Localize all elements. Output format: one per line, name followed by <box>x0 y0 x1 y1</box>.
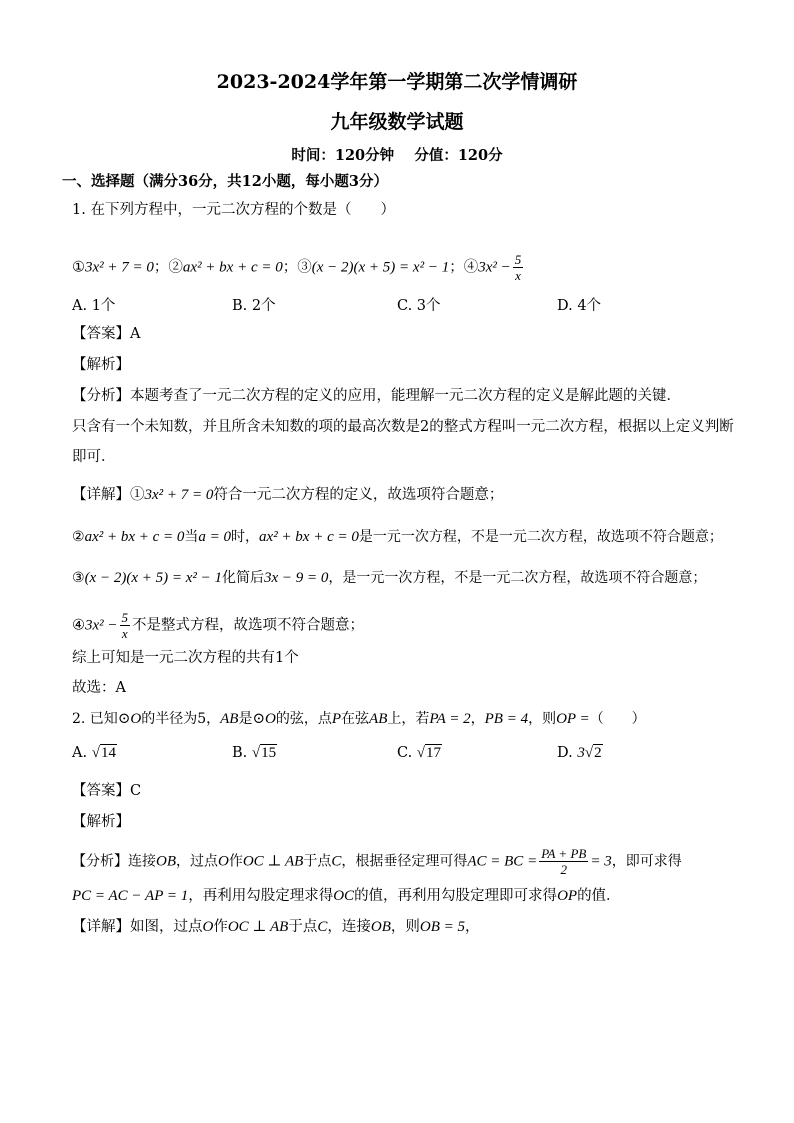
q1-d4-frac <box>120 610 131 641</box>
q1-fenxi-text: 本题考查了一元二次方程的定义的应用，能理解一元二次方程的定义是解此题的关键． <box>130 388 681 404</box>
q2-ab2: AB <box>369 711 388 727</box>
q2-f1-cpt: C <box>331 853 342 870</box>
q1-e3: (x − 2)(x + 5) = x² − 1 <box>311 259 450 276</box>
q2-detail <box>72 917 479 937</box>
q1-e4-num: 5 <box>514 252 522 267</box>
q1-e2-mark: ；② <box>153 259 183 276</box>
q1-fenxi-label: 【分析】 <box>72 388 130 404</box>
q1-d1-expr: 3x² + 7 = 0 <box>144 487 214 503</box>
q2-f2-eq: PC = AC − AP = 1 <box>72 888 189 904</box>
q2-option-c-rad: 17 <box>426 745 442 761</box>
q1-d3-expr: (x − 2)(x + 5) = x² − 1 <box>84 570 223 586</box>
q2-option-a-rad: 14 <box>100 745 116 761</box>
q2-f2-b: 的值，再利用勾股定理即可求得 <box>354 888 558 904</box>
q1-answer-value: A <box>130 326 141 342</box>
q1-d2-mid2: 时， <box>231 529 260 545</box>
q2-stem-a: 2. 已知 <box>72 711 118 727</box>
q2-option-b-sqrt: √15 <box>251 745 277 761</box>
q1-answer-label: 【答案】 <box>72 326 130 342</box>
q2-detail-label: 【详解】 <box>72 919 130 935</box>
q1-e4-frac <box>513 252 524 283</box>
q2-pa: PA = 2 <box>429 711 471 727</box>
q2-option-c-label: C. <box>397 745 413 761</box>
q2-option-d-label: D. <box>557 745 573 761</box>
q2-answer <box>72 781 141 801</box>
q2-dt-cpt: C <box>317 919 328 935</box>
q2-fenxi-label: 【分析】 <box>72 853 128 870</box>
q2-dt-ob: OB <box>370 919 391 935</box>
q2-option-b-label: B. <box>232 745 248 761</box>
q1-d2-mark: ② <box>72 529 85 545</box>
q2-dt-b: 作 <box>213 919 228 935</box>
q2-f1-d: 于点 <box>303 853 332 870</box>
q1-d2-expr2: ax² + bx + c = 0 <box>259 529 359 545</box>
q2-analysis-label: 【解析】 <box>72 814 130 830</box>
exam-subtitle: 九年级数学试题 <box>330 111 464 133</box>
q2-f1-f: ，即可求得 <box>611 853 682 870</box>
q2-f1-eq: AC = BC = <box>467 853 538 870</box>
q2-option-a <box>72 745 117 762</box>
q2-option-d <box>557 745 603 762</box>
q1-detail-2 <box>72 527 723 547</box>
q2-dt-c: 于点 <box>288 919 318 935</box>
q2-circle-o2: ⊙O <box>252 711 276 727</box>
q1-fenxi-3: 即可． <box>72 449 116 465</box>
q1-option-a: A. 1个 <box>72 298 116 314</box>
q2-f1-c: 作 <box>228 853 243 870</box>
q1-d3-text: ，是一元一次方程，不是一元二次方程，故选项不符合题意； <box>328 570 707 586</box>
q1-e4-mark: ；④ <box>449 259 479 276</box>
q2-comma: ， <box>470 711 485 727</box>
q1-fenxi <box>72 386 681 406</box>
q2-stem-g: ，则 <box>528 711 557 727</box>
q2-dt-eq: OB = 5 <box>419 919 465 935</box>
q1-summary: 综上可知是一元二次方程的共有1个 <box>72 650 299 666</box>
q2-stem-e: 在弦 <box>341 711 370 727</box>
q2-ab: AB <box>220 711 239 727</box>
q1-d1-text: 符合一元二次方程的定义，故选项符合题意； <box>213 487 504 503</box>
q2-answer-value: C <box>130 783 142 799</box>
q2-f1-den: 2 <box>560 862 568 877</box>
q1-fenxi-2: 只含有一个未知数，并且所含未知数的项的最高次数是2的整式方程叫一元二次方程，根据以上定义判断 <box>72 419 734 435</box>
q1-detail-4 <box>72 610 364 641</box>
q2-f1-b: ，过点 <box>176 853 218 870</box>
q1-detail-1 <box>72 485 503 505</box>
q2-f1-ob: OB <box>156 853 176 870</box>
q1-d3-mid: 化简后 <box>222 570 265 586</box>
q2-op: OP = <box>556 711 590 727</box>
q2-p: P <box>331 711 342 727</box>
q2-f1-o: O <box>218 853 229 870</box>
q2-dt-f: ， <box>464 919 480 935</box>
q2-option-d-coef: 3 <box>577 745 585 761</box>
q2-fenxi-2 <box>72 886 621 906</box>
q1-e2: ax² + bx + c = 0 <box>182 259 283 276</box>
q2-stem-b: 的半径为5， <box>141 711 221 727</box>
q1-e1: 3x² + 7 = 0 <box>85 259 154 276</box>
q2-f2-a: ，再利用勾股定理求得 <box>188 888 334 904</box>
q1-option-d: D. 4个 <box>557 298 602 314</box>
q2-option-a-label: A. <box>72 745 88 761</box>
q1-d2-cond: a = 0 <box>198 529 232 545</box>
q2-dt-perp: OC ⊥ AB <box>227 919 289 935</box>
q2-f2-c: 的值． <box>577 888 621 904</box>
q1-choose: 故选：A <box>72 680 126 696</box>
q1-detail-label: 【详解】 <box>72 487 130 503</box>
q2-stem-d: 的弦，点 <box>275 711 332 727</box>
q1-detail-3 <box>72 568 706 588</box>
q2-dt-e: ，则 <box>390 919 420 935</box>
q1-d2-text: 是一元一次方程，不是一元二次方程，故选项不符合题意； <box>358 529 723 545</box>
q2-fenxi-1 <box>72 846 682 877</box>
q1-equations <box>72 252 525 283</box>
q2-option-c-sqrt: √17 <box>416 745 442 761</box>
q1-d4-den: x <box>121 626 128 641</box>
q2-f1-frac <box>539 846 588 877</box>
q2-option-b-rad: 15 <box>261 745 277 761</box>
q1-stem: 1. 在下列方程中，一元二次方程的个数是（ ） <box>72 202 395 218</box>
q1-d4-lead: 3x² − <box>85 617 118 634</box>
q2-answer-label: 【答案】 <box>72 783 130 799</box>
q1-e1-mark: ① <box>72 259 85 276</box>
q2-f2-op: OP <box>557 888 578 904</box>
q2-stem-c: 是 <box>238 711 253 727</box>
q2-f1-e: ，根据垂径定理可得 <box>341 853 468 870</box>
q1-d2-mid: 当 <box>184 529 199 545</box>
q2-option-d-sqrt: √2 <box>584 745 602 761</box>
q1-e3-mark: ；③ <box>282 259 312 276</box>
q2-f1-num: PA + PB <box>541 846 587 861</box>
q2-option-c <box>397 745 442 762</box>
q1-analysis-label: 【解析】 <box>72 357 130 373</box>
q2-dt-a: 如图，过点 <box>130 919 203 935</box>
q2-dt-d: ，连接 <box>327 919 371 935</box>
q2-option-b <box>232 745 277 762</box>
q2-stem-f: 上，若 <box>387 711 430 727</box>
q1-option-c: C. 3个 <box>397 298 441 314</box>
q1-option-b: B. 2个 <box>232 298 276 314</box>
q1-e4-den: x <box>515 268 521 283</box>
q2-circle-o: ⊙O <box>117 711 142 727</box>
q2-pb: PB = 4 <box>484 711 529 727</box>
q1-d4-text: 不是整式方程，故选项不符合题意； <box>132 617 365 634</box>
q2-stem <box>72 709 646 729</box>
q1-d4-mark: ④ <box>72 617 85 634</box>
q2-stem-h: （ ） <box>589 711 646 727</box>
q1-e4-lead: 3x² − <box>478 259 511 276</box>
q1-d4-num: 5 <box>121 610 129 625</box>
q1-d3-expr2: 3x − 9 = 0 <box>264 570 329 586</box>
q2-option-d-rad: 2 <box>594 745 602 761</box>
exam-info: 时间：120分钟 分值：120分 <box>291 147 503 164</box>
q1-d3-mark: ③ <box>72 570 85 586</box>
exam-title: 2023-2024学年第一学期第二次学情调研 <box>216 71 578 93</box>
q2-f1-a: 连接 <box>128 853 156 870</box>
q2-f1-perp: OC ⊥ AB <box>242 853 304 870</box>
q2-option-a-sqrt: √14 <box>91 745 116 761</box>
q1-d2-expr: ax² + bx + c = 0 <box>84 529 185 545</box>
q2-dt-o: O <box>202 919 214 935</box>
q2-f1-eq2: = 3 <box>590 853 612 870</box>
section-heading: 一、选择题（满分36分，共12小题，每小题3分） <box>62 173 388 190</box>
q1-answer <box>72 324 140 344</box>
q1-d1-mark: ① <box>130 487 145 503</box>
q2-f2-oc: OC <box>333 888 355 904</box>
